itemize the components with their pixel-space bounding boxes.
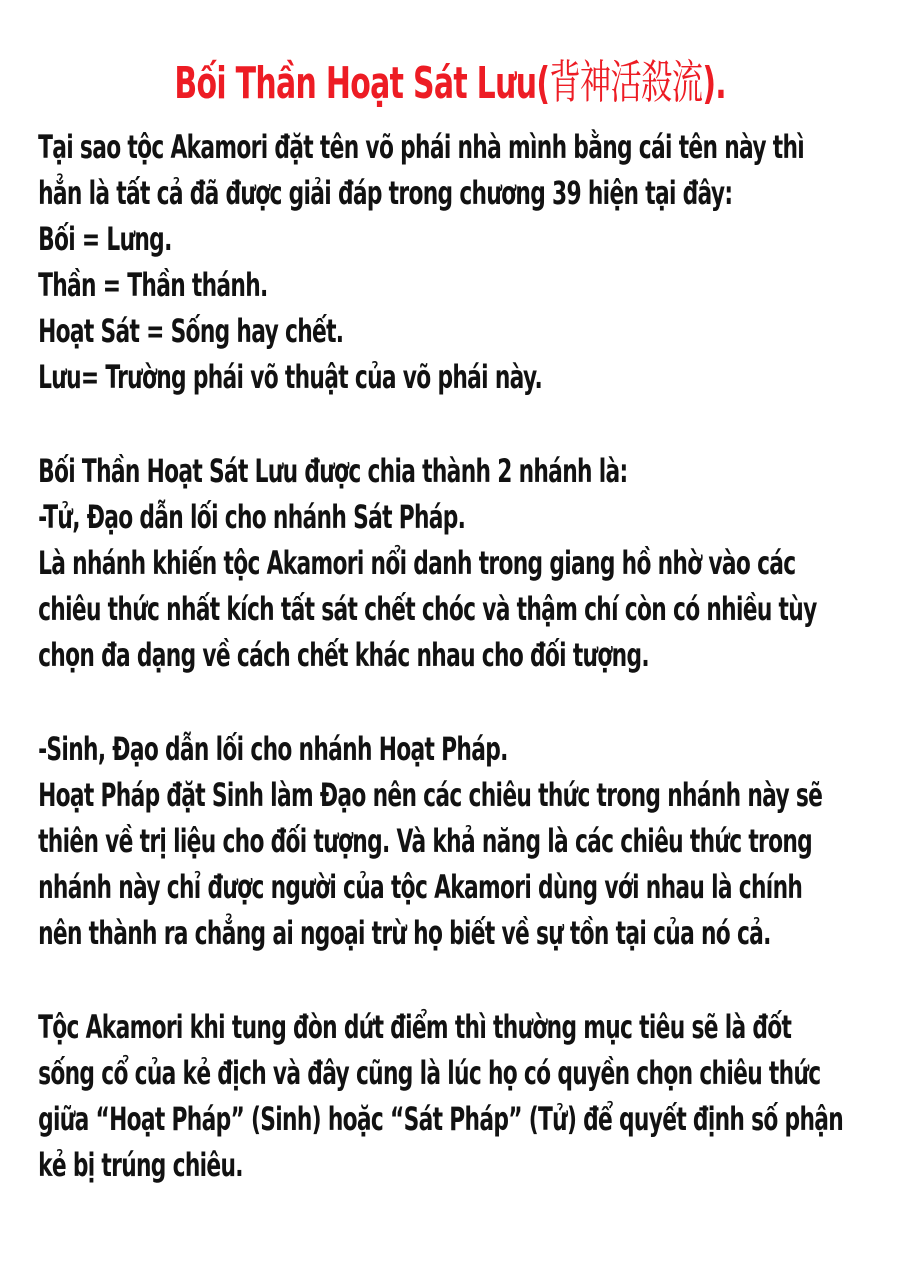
text-line: Tại sao tộc Akamori đặt tên võ phái nhà mình bằng cái tên này thì (38, 128, 805, 166)
paragraph-etymology (0, 124, 900, 400)
text-line: sống cổ của kẻ địch và đây cũng là lúc họ có quyền chọn chiêu thức (38, 1054, 821, 1092)
text-line: Tộc Akamori khi tung đòn dứt điểm thì thường mục tiêu sẽ là đốt (38, 1008, 792, 1046)
text-line: giữa “Hoạt Pháp” (Sinh) hoặc “Sát Pháp” (Tử) để quyết định số phận (38, 1100, 844, 1138)
text-line: chọn đa dạng về cách chết khác nhau cho đối tượng. (38, 636, 649, 674)
text-line: hẳn là tất cả đã được giải đáp trong chương 39 hiện tại đây: (38, 174, 733, 212)
text-line: -Sinh, Đạo dẫn lối cho nhánh Hoạt Pháp. (38, 730, 508, 768)
paragraph-sat-phap-branch (0, 448, 900, 678)
paragraph-finishing-move (0, 1004, 900, 1188)
text-line: nên thành ra chẳng ai ngoại trừ họ biết về sự tồn tại của nó cả. (38, 914, 771, 952)
page-title (0, 56, 900, 110)
paragraph-hoat-phap-branch (0, 726, 900, 956)
text-line: Bối Thần Hoạt Sát Lưu được chia thành 2 nhánh là: (38, 452, 628, 490)
text-line: Thần = Thần thánh. (38, 266, 268, 304)
text-line: nhánh này chỉ được người của tộc Akamori dùng với nhau là chính (38, 868, 803, 906)
title-chinese-characters: 背神活殺流 (549, 55, 703, 109)
text-line: Hoạt Pháp đặt Sinh làm Đạo nên các chiêu thức trong nhánh này sẽ (38, 776, 823, 814)
text-line: Là nhánh khiến tộc Akamori nổi danh trong giang hồ nhờ vào các (38, 544, 796, 582)
text-line: Bối = Lưng. (38, 220, 172, 258)
text-line: Lưu= Trường phái võ thuật của võ phái này. (38, 358, 543, 396)
text-line: thiên về trị liệu cho đối tượng. Và khả năng là các chiêu thức trong (38, 822, 813, 860)
text-line: kẻ bị trúng chiêu. (38, 1146, 243, 1184)
title-suffix: ). (702, 58, 726, 109)
title-vietnamese: Bối Thần Hoạt Sát Lưu( (174, 58, 550, 109)
text-line: chiêu thức nhất kích tất sát chết chóc và thậm chí còn có nhiều tùy (38, 590, 817, 628)
text-line: -Tử, Đạo dẫn lối cho nhánh Sát Pháp. (38, 498, 466, 536)
text-line: Hoạt Sát = Sống hay chết. (38, 312, 344, 350)
